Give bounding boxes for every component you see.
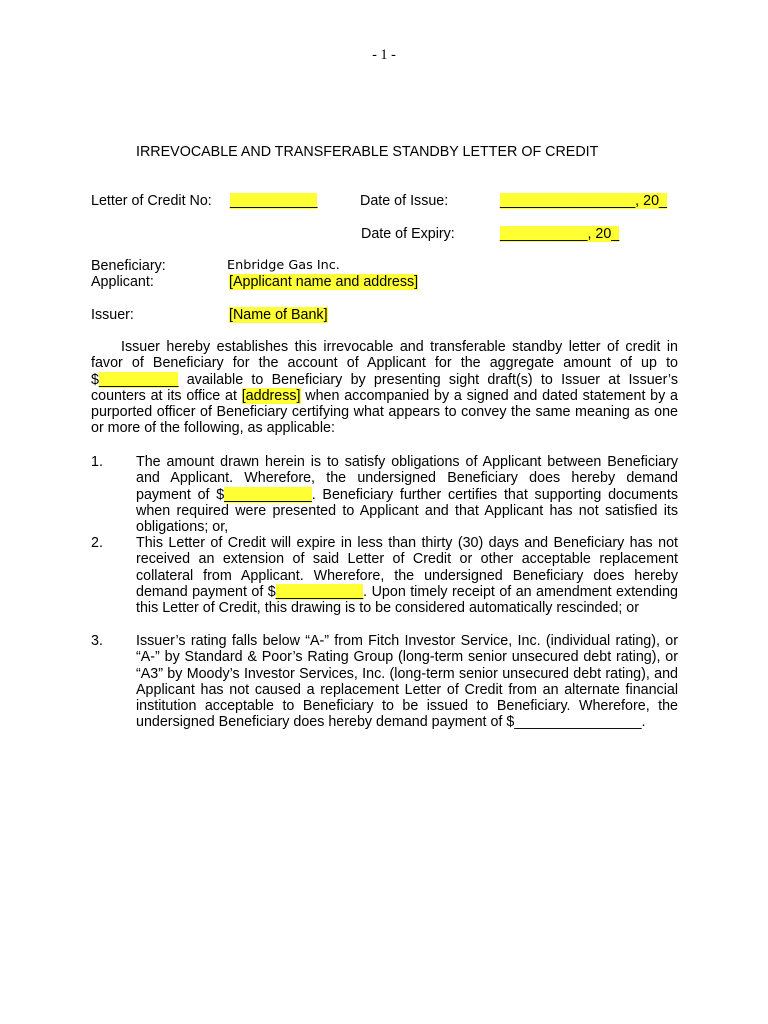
item-2-text-part1: This Letter of Credit will expire in less than thirty (30) days and Beneficiary has not received an extension of said Letter of Credit or other acceptable replacement collateral from Applicant. Wherefore, the undersigned Beneficiary does hereby demand payment of $: [136, 535, 678, 600]
item-2-text: [136, 535, 678, 616]
intro-text-3: when accompanied by a signed and dated statement by a purported officer of Beneficiary certifying what appears to convey the same meaning as one or more of the following, as applicable:: [91, 387, 678, 437]
lc-number-value: ___________: [230, 193, 318, 209]
item-1-text-part1: The amount drawn herein is to satisfy obligations of Applicant between Beneficiary and Applicant. Wherefore, the undersigned Beneficiary does hereby demand payment of $: [136, 454, 678, 503]
intro-paragraph: [91, 339, 678, 437]
beneficiary-label: Beneficiary:: [91, 258, 166, 274]
intro-text-2: available to Beneficiary by presenting sight draft(s) to Issuer at Issuer’s counters at its office at: [91, 371, 678, 404]
item-3-text: Issuer’s rating falls below “A-” from Fitch Investor Service, Inc. (individual rating), or “A-” by Standard & Poor’s Rating Group (long-term senior unsecured debt rating), or “A3” by Moody’s Investor Services, Inc. (long-term senior unsecured debt rating), and Applicant has not caused a replacement Letter of Credit from an alternate financial institution acceptable to Beneficiary to be issued to Beneficiary. Wherefore, the undersigned Beneficiary does hereby demand payment of $________________.: [136, 633, 678, 731]
item-3-number: 3.: [91, 633, 103, 649]
issuer-value: [Name of Bank]: [229, 307, 328, 323]
page-number: - 1 -: [372, 47, 396, 63]
document-title: IRREVOCABLE AND TRANSFERABLE STANDBY LETTER OF CREDIT: [136, 144, 599, 160]
date-of-expiry-label: Date of Expiry:: [361, 226, 455, 242]
beneficiary-value: Enbridge Gas Inc.: [227, 258, 340, 273]
aggregate-amount-blank: __________: [98, 371, 179, 388]
date-of-issue-label: Date of Issue:: [360, 193, 449, 209]
item-2-text-part2: . Upon timely receipt of an amendment extending this Letter of Credit, this drawing is to be considered automatically rescinded; or: [136, 583, 678, 617]
applicant-label: Applicant:: [91, 274, 154, 290]
item-1-number: 1.: [91, 454, 103, 470]
date-of-expiry-value: ___________, 20_: [500, 226, 620, 242]
lc-number-label: Letter of Credit No:: [91, 193, 212, 209]
item-1-text: [136, 454, 678, 535]
applicant-value: [Applicant name and address]: [229, 274, 419, 290]
office-address-placeholder: [address]: [241, 387, 301, 404]
issuer-label: Issuer:: [91, 307, 134, 323]
item-1-text-part2: . Beneficiary further certifies that supporting documents when required were presented to Applicant and that Applicant has not satisfied its obligations; or,: [136, 486, 679, 536]
intro-text-1: Issuer hereby establishes this irrevocable and transferable standby letter of credit in favor of Beneficiary for the account of Applicant for the aggregate amount of up to $: [91, 339, 678, 388]
item-2-amount-blank: ___________: [275, 583, 364, 600]
date-of-issue-value: _________________, 20_: [500, 193, 667, 209]
item-1-amount-blank: ___________: [224, 486, 312, 503]
item-2-number: 2.: [91, 535, 103, 551]
